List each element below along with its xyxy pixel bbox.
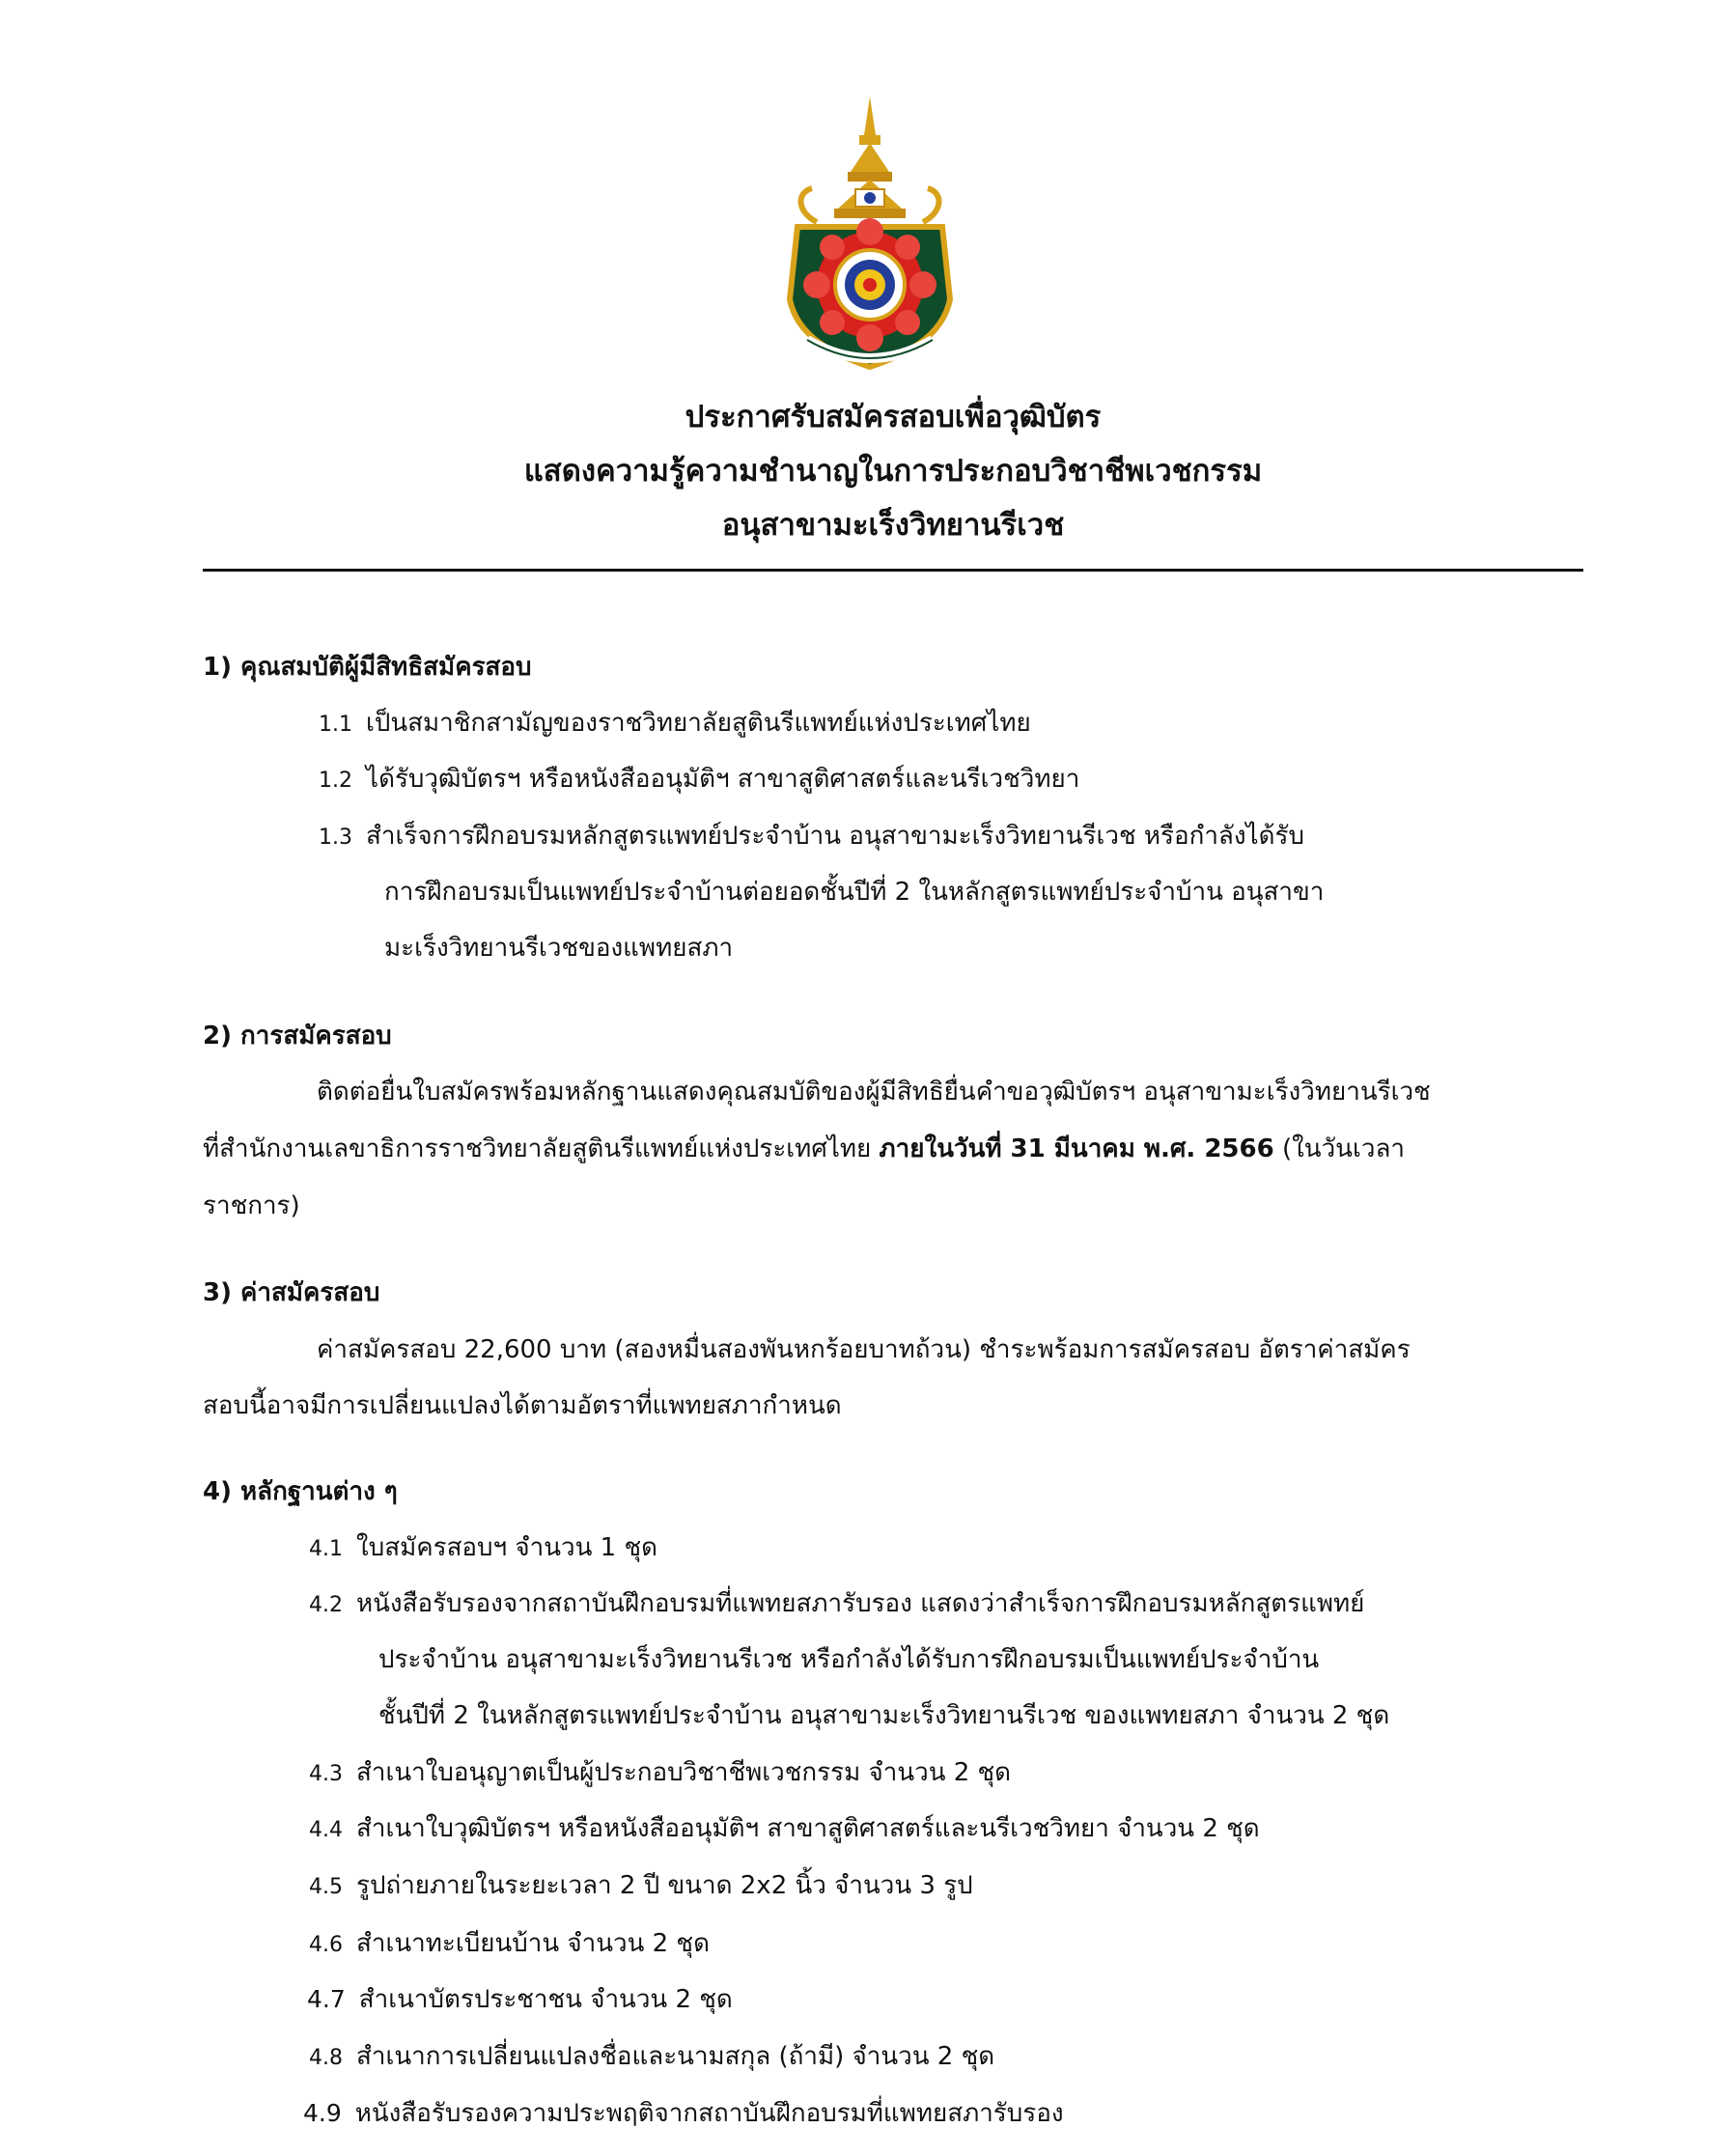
paragraph-line [203,1129,1583,1168]
list-item [309,1808,1260,1848]
paragraph-line: ติดต่อยื่นใบสมัครพร้อมหลักฐานแสดงคุณสมบัติของผู้มีสิทธิยื่นคำขอวุฒิบัตรฯ อนุสาขามะเร็งวิทยานรีเวช [317,1078,1431,1106]
item-text: สำเนาบัตรประชาชน จำนวน 2 ชุด [358,1985,733,2014]
list-item [303,2093,1064,2133]
item-text: ได้รับวุฒิบัตรฯ หรือหนังสืออนุมัติฯ สาขาสูติศาสตร์และนรีเวชวิทยา [366,765,1080,794]
item-number: 4.8 [309,2046,343,2070]
section-1-heading: 1) คุณสมบัติผู้มีสิทธิสมัครสอบ [203,653,532,682]
title-line-2: แสดงความรู้ความชำนาญในการประกอบวิชาชีพเวชกรรม [523,454,1263,489]
item-number: 1.3 [319,826,352,850]
list-item [307,1979,733,2019]
item-number: 4.6 [309,1933,343,1957]
item-number: 4.9 [303,2099,342,2127]
announcement-title [203,390,1583,552]
item-number: 4.5 [309,1875,343,1899]
list-item [309,1752,1011,1792]
paragraph-line: สอบนี้อาจมีการเปลี่ยนแปลงได้ตามอัตราที่แพทยสภากำหนด [203,1391,842,1420]
section-2-heading: 2) การสมัครสอบ [203,1022,392,1050]
item-number: 1.1 [319,713,352,737]
list-item [319,759,1079,798]
section-4-heading: 4) หลักฐานต่าง ๆ [203,1477,398,1506]
deadline-text: ภายในวันที่ 31 มีนาคม พ.ศ. 2566 [879,1134,1274,1163]
item-continuation: ชั้นปีที่ 2 ในหลักสูตรแพทย์ประจำบ้าน อนุสาขามะเร็งวิทยานรีเวช ของแพทยสภา จำนวน 2 ชุด [378,1701,1390,1730]
paragraph-line: ค่าสมัครสอบ 22,600 บาท (สองหมื่นสองพันหกร้อยบาทถ้วน) ชำระพร้อมการสมัครสอบ อัตราค่าสมัคร [317,1335,1411,1364]
item-text: สำเนาใบวุฒิบัตรฯ หรือหนังสืออนุมัติฯ สาขาสูติศาสตร์และนรีเวชวิทยา จำนวน 2 ชุด [356,1814,1260,1843]
list-item [309,2036,994,2076]
item-number: 4.4 [309,1818,343,1842]
title-line-1: ประกาศรับสมัครสอบเพื่อวุฒิบัตร [685,400,1102,434]
list-item [309,1527,657,1567]
item-continuation: ประจำบ้าน อนุสาขามะเร็งวิทยานรีเวช หรือกำลังได้รับการฝึกอบรมเป็นแพทย์ประจำบ้าน [378,1645,1320,1674]
title-line-3: อนุสาขามะเร็งวิทยานรีเวช [721,508,1065,543]
item-text: สำเนาการเปลี่ยนแปลงชื่อและนามสกุล (ถ้ามี) จำนวน 2 ชุด [356,2042,995,2071]
item-text: สำเนาใบอนุญาตเป็นผู้ประกอบวิชาชีพเวชกรรม จำนวน 2 ชุด [356,1758,1012,1787]
item-text: ใบสมัครสอบฯ จำนวน 1 ชุด [356,1533,657,1562]
item-text: หนังสือรับรองความประพฤติจากสถาบันฝึกอบรมที่แพทยสภารับรอง [354,2099,1064,2128]
list-item [309,1583,1364,1623]
list-item [319,703,1031,742]
list-item [309,1923,710,1963]
item-continuation: มะเร็งวิทยานรีเวชของแพทยสภา [384,934,734,963]
list-item [319,816,1304,855]
item-text: สำเร็จการฝึกอบรมหลักสูตรแพทย์ประจำบ้าน อนุสาขามะเร็งวิทยานรีเวช หรือกำลังได้รับ [366,822,1304,851]
paragraph-line: ราชการ) [203,1191,300,1220]
item-text: รูปถ่ายภายในระยะเวลา 2 ปี ขนาด 2x2 นิ้ว จำนวน 3 รูป [356,1871,973,1900]
item-number: 4.7 [307,1985,346,2013]
item-continuation: การฝึกอบรมเป็นแพทย์ประจำบ้านต่อยอดชั้นปีที่ 2 ในหลักสูตรแพทย์ประจำบ้าน อนุสาขา [384,878,1325,907]
list-item [309,1865,973,1905]
section-3-heading: 3) ค่าสมัครสอบ [203,1278,380,1307]
royal-college-emblem-icon [778,97,962,377]
item-number: 4.3 [309,1762,343,1786]
title-divider [203,569,1583,572]
item-number: 1.2 [319,769,352,793]
item-text: หนังสือรับรองจากสถาบันฝึกอบรมที่แพทยสภารับรอง แสดงว่าสำเร็จการฝึกอบรมหลักสูตรแพทย์ [356,1589,1365,1618]
item-number: 4.2 [309,1593,343,1617]
paragraph-text: ที่สำนักงานเลขาธิการราชวิทยาลัยสูตินรีแพทย์แห่งประเทศไทย [203,1134,880,1163]
item-text: เป็นสมาชิกสามัญของราชวิทยาลัยสูตินรีแพทย์แห่งประเทศไทย [366,709,1031,738]
item-text: สำเนาทะเบียนบ้าน จำนวน 2 ชุด [356,1929,710,1958]
paragraph-text: (ในวันเวลา [1273,1134,1405,1163]
item-number: 4.1 [309,1537,343,1561]
